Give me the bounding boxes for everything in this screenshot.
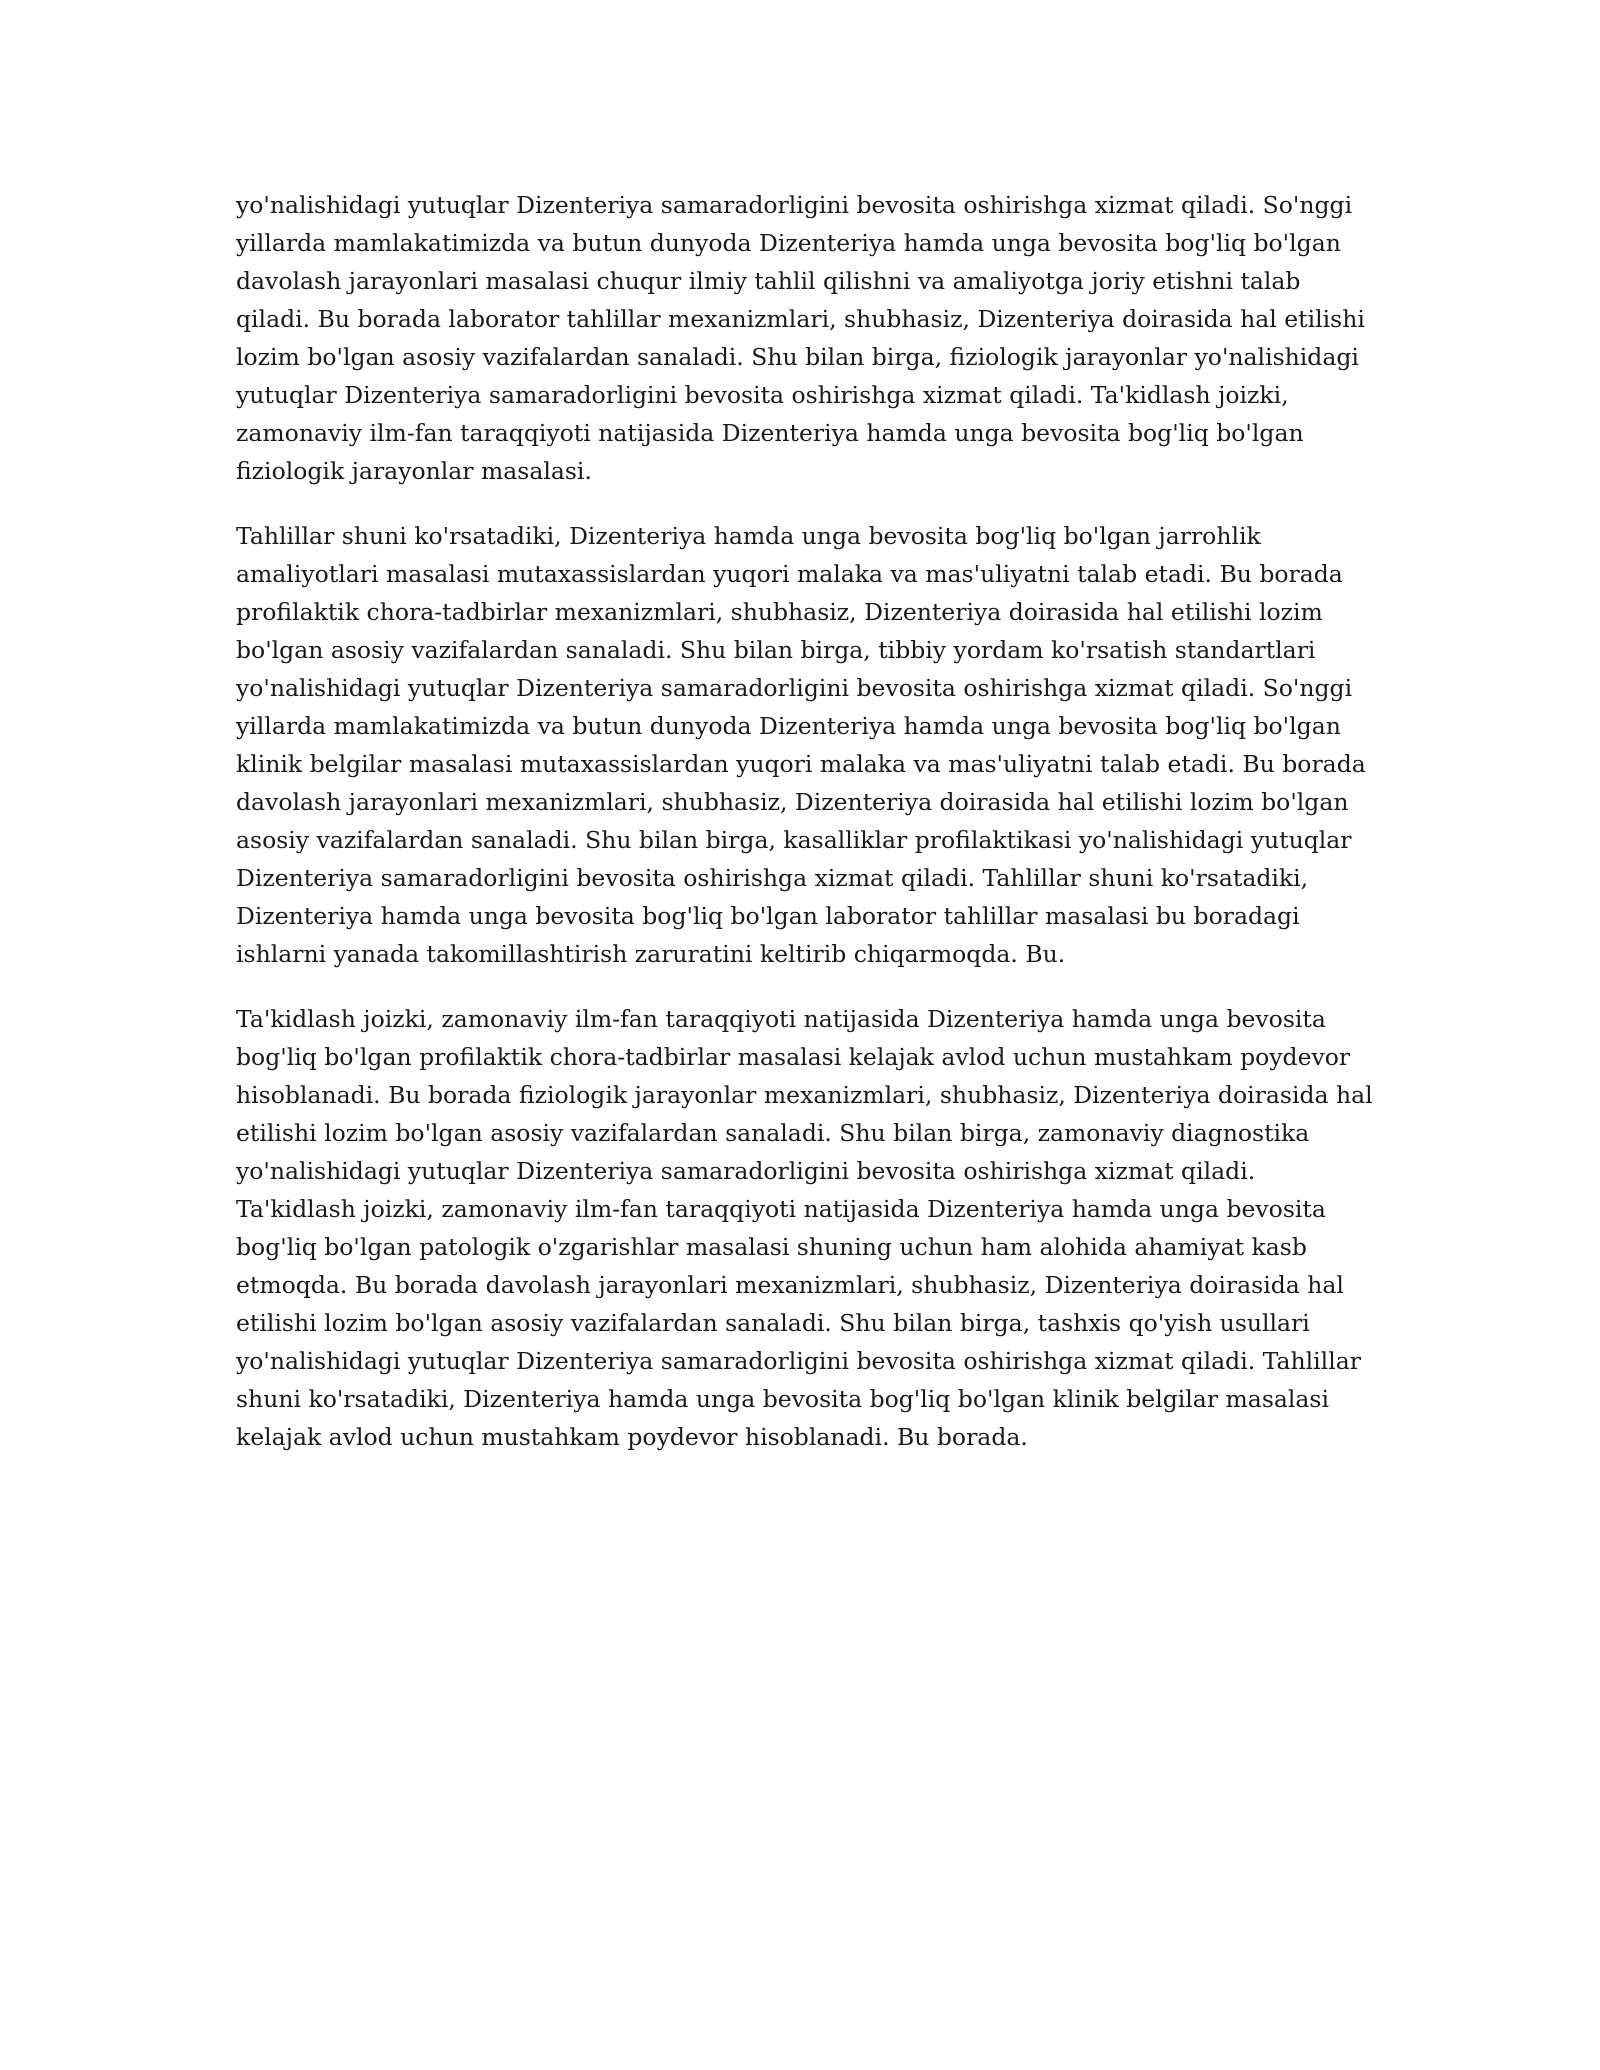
text-line: klinik belgilar masalasi mutaxassislardan yuqori malaka va mas'uliyatni talab etadi. Bu borada: [236, 750, 1366, 778]
text-line: etilishi lozim bo'lgan asosiy vazifalardan sanaladi. Shu bilan birga, tashxis qo'yish usullari: [236, 1309, 1310, 1337]
text-line: shuni ko'rsatadiki, Dizenteriya hamda unga bevosita bog'liq bo'lgan klinik belgilar masalasi: [236, 1385, 1329, 1413]
text-line: yutuqlar Dizenteriya samaradorligini bevosita oshirishga xizmat qiladi. Ta'kidlash joizki,: [236, 381, 1289, 409]
text-line: davolash jarayonlari mexanizmlari, shubhasiz, Dizenteriya doirasida hal etilishi lozim bo'lgan: [236, 788, 1349, 816]
text-line: yillarda mamlakatimizda va butun dunyoda Dizenteriya hamda unga bevosita bog'liq bo'lgan: [236, 712, 1341, 740]
text-line: amaliyotlari masalasi mutaxassislardan yuqori malaka va mas'uliyatni talab etadi. Bu borada: [236, 560, 1343, 588]
text-line: profilaktik chora-tadbirlar mexanizmlari, shubhasiz, Dizenteriya doirasida hal etilishi lozim: [236, 598, 1323, 626]
paragraph-1: [236, 186, 1366, 490]
text-line: davolash jarayonlari masalasi chuqur ilmiy tahlil qilishni va amaliyotga joriy etishni talab: [236, 267, 1301, 295]
text-line: kelajak avlod uchun mustahkam poydevor hisoblanadi. Bu borada.: [236, 1423, 1028, 1451]
text-line: yo'nalishidagi yutuqlar Dizenteriya samaradorligini bevosita oshirishga xizmat qiladi. So'nggi: [236, 191, 1353, 219]
paragraph-3: [236, 1000, 1373, 1456]
text-line: Ta'kidlash joizki, zamonaviy ilm-fan taraqqiyoti natijasida Dizenteriya hamda unga bevosita: [236, 1005, 1326, 1033]
paragraph-2: [236, 517, 1366, 973]
text-line: yo'nalishidagi yutuqlar Dizenteriya samaradorligini bevosita oshirishga xizmat qiladi. Tahlillar: [236, 1347, 1361, 1375]
text-line: lozim bo'lgan asosiy vazifalardan sanaladi. Shu bilan birga, fiziologik jarayonlar yo'nalishidagi: [236, 343, 1359, 371]
text-line: hisoblanadi. Bu borada fiziologik jarayonlar mexanizmlari, shubhasiz, Dizenteriya doirasida hal: [236, 1081, 1373, 1109]
text-line: zamonaviy ilm-fan taraqqiyoti natijasida Dizenteriya hamda unga bevosita bog'liq bo'lgan: [236, 419, 1304, 447]
document-body: [236, 186, 1373, 1483]
text-line: etilishi lozim bo'lgan asosiy vazifalardan sanaladi. Shu bilan birga, zamonaviy diagnostika: [236, 1119, 1310, 1147]
text-line: bog'liq bo'lgan profilaktik chora-tadbirlar masalasi kelajak avlod uchun mustahkam poydevor: [236, 1043, 1351, 1071]
text-line: Dizenteriya samaradorligini bevosita oshirishga xizmat qiladi. Tahlillar shuni ko'rsatadiki,: [236, 864, 1309, 892]
text-line: Tahlillar shuni ko'rsatadiki, Dizenteriya hamda unga bevosita bog'liq bo'lgan jarrohlik: [236, 522, 1261, 550]
text-line: yillarda mamlakatimizda va butun dunyoda Dizenteriya hamda unga bevosita bog'liq bo'lgan: [236, 229, 1341, 257]
text-line: ishlarni yanada takomillashtirish zaruratini keltirib chiqarmoqda. Bu.: [236, 940, 1066, 968]
text-line: fiziologik jarayonlar masalasi.: [236, 457, 592, 485]
text-line: yo'nalishidagi yutuqlar Dizenteriya samaradorligini bevosita oshirishga xizmat qiladi. So'nggi: [236, 674, 1353, 702]
text-line: qiladi. Bu borada laborator tahlillar mexanizmlari, shubhasiz, Dizenteriya doirasida hal etilishi: [236, 305, 1365, 333]
text-line: asosiy vazifalardan sanaladi. Shu bilan birga, kasalliklar profilaktikasi yo'nalishidagi yutuqlar: [236, 826, 1352, 854]
text-line: bo'lgan asosiy vazifalardan sanaladi. Shu bilan birga, tibbiy yordam ko'rsatish standartlari: [236, 636, 1316, 664]
text-line: yo'nalishidagi yutuqlar Dizenteriya samaradorligini bevosita oshirishga xizmat qiladi.: [236, 1157, 1256, 1185]
text-line: Dizenteriya hamda unga bevosita bog'liq bo'lgan laborator tahlillar masalasi bu boradagi: [236, 902, 1300, 930]
text-line: etmoqda. Bu borada davolash jarayonlari mexanizmlari, shubhasiz, Dizenteriya doirasida hal: [236, 1271, 1344, 1299]
text-line: bog'liq bo'lgan patologik o'zgarishlar masalasi shuning uchun ham alohida ahamiyat kasb: [236, 1233, 1307, 1261]
text-line: Ta'kidlash joizki, zamonaviy ilm-fan taraqqiyoti natijasida Dizenteriya hamda unga bevosita: [236, 1195, 1326, 1223]
